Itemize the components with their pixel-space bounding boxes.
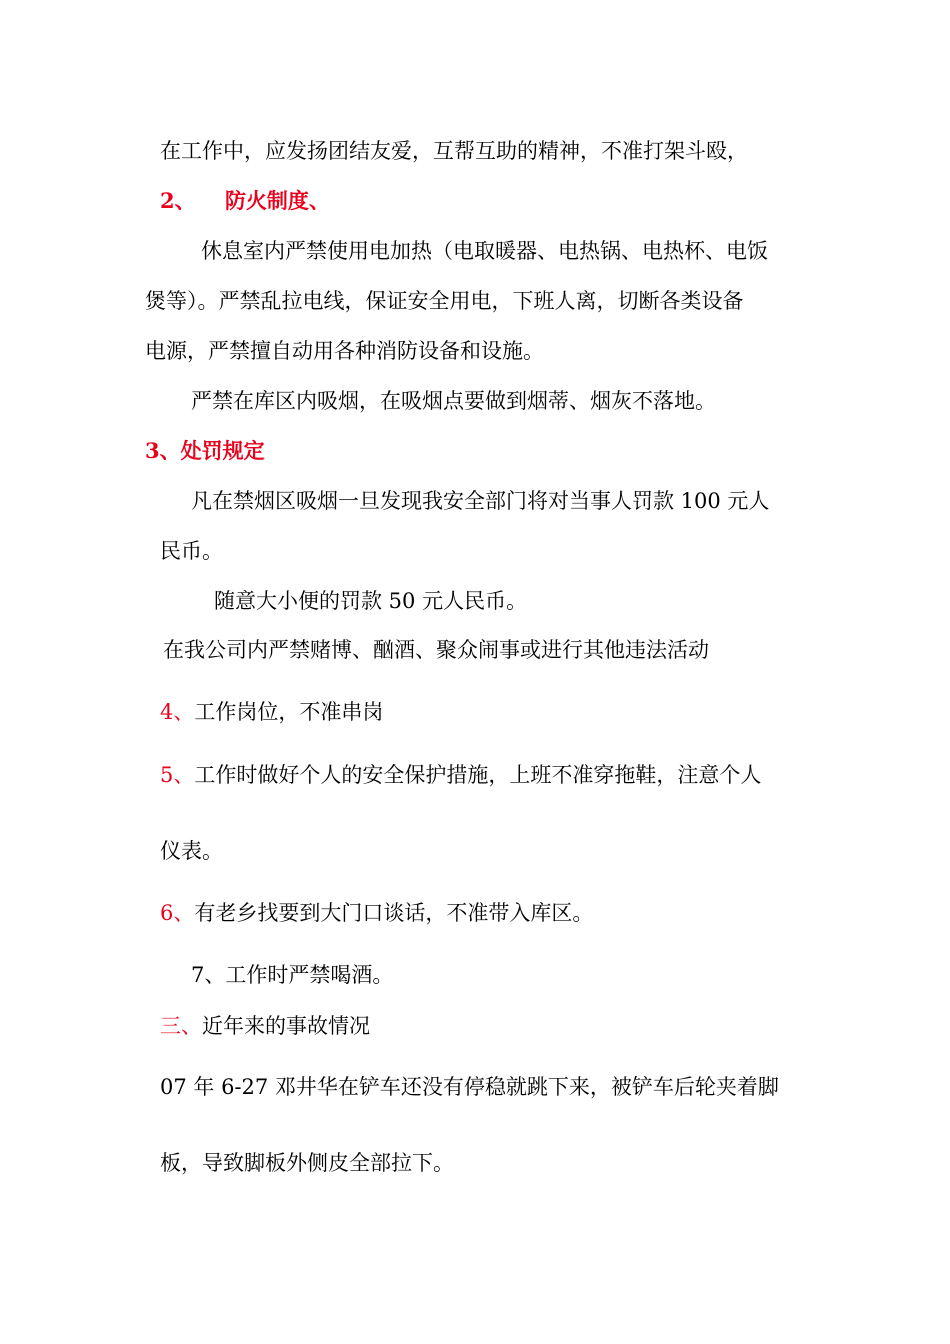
section-heading-penalties: 3、处罚规定 <box>145 438 265 463</box>
paragraph-line: 仪表。 <box>160 839 223 863</box>
item-number: 6、 <box>160 901 195 925</box>
paragraph-line: 07 年 6-27 邓井华在铲车还没有停稳就跳下来，被铲车后轮夹着脚 <box>160 1075 779 1099</box>
item-number: 4、 <box>160 700 195 724</box>
section-heading-fire-prevention <box>160 187 330 215</box>
list-item-4 <box>160 698 383 726</box>
paragraph-line: 休息室内严禁使用电加热（电取暖器、电热锅、电热杯、电饭 <box>201 239 768 263</box>
item-text: 工作岗位，不准串岗 <box>194 700 384 724</box>
section-heading-accidents <box>160 1012 370 1040</box>
section-title: 防火制度、 <box>224 188 330 213</box>
item-text: 工作时做好个人的安全保护措施，上班不准穿拖鞋，注意个人 <box>194 763 762 787</box>
paragraph-line: 凡在禁烟区吸烟一旦发现我安全部门将对当事人罚款 100 元人 <box>191 489 770 513</box>
paragraph-line: 随意大小便的罚款 50 元人民币。 <box>214 589 528 613</box>
paragraph-line: 在我公司内严禁赌博、酗酒、聚众闹事或进行其他违法活动 <box>163 638 709 662</box>
section-number: 2、 <box>160 188 196 213</box>
paragraph-line: 严禁在库区内吸烟，在吸烟点要做到烟蒂、烟灰不落地。 <box>191 389 716 413</box>
paragraph-line: 电源，严禁擅自动用各种消防设备和设施。 <box>145 339 544 363</box>
list-item-6 <box>160 899 593 927</box>
section-number: 三、 <box>160 1014 202 1038</box>
paragraph-line: 板，导致脚板外侧皮全部拉下。 <box>160 1151 454 1175</box>
list-item-5 <box>160 761 761 789</box>
list-item-7: 7、工作时严禁喝酒。 <box>191 963 394 987</box>
section-title: 近年来的事故情况 <box>202 1014 370 1038</box>
item-number: 5、 <box>160 763 195 787</box>
paragraph-line: 在工作中，应发扬团结友爱，互帮互助的精神，不准打架斗殴， <box>160 139 748 163</box>
paragraph-line: 煲等）。严禁乱拉电线，保证安全用电，下班人离，切断各类设备 <box>145 289 744 313</box>
paragraph-line: 民币。 <box>160 539 223 563</box>
item-text: 有老乡找要到大门口谈话，不准带入库区。 <box>194 901 594 925</box>
